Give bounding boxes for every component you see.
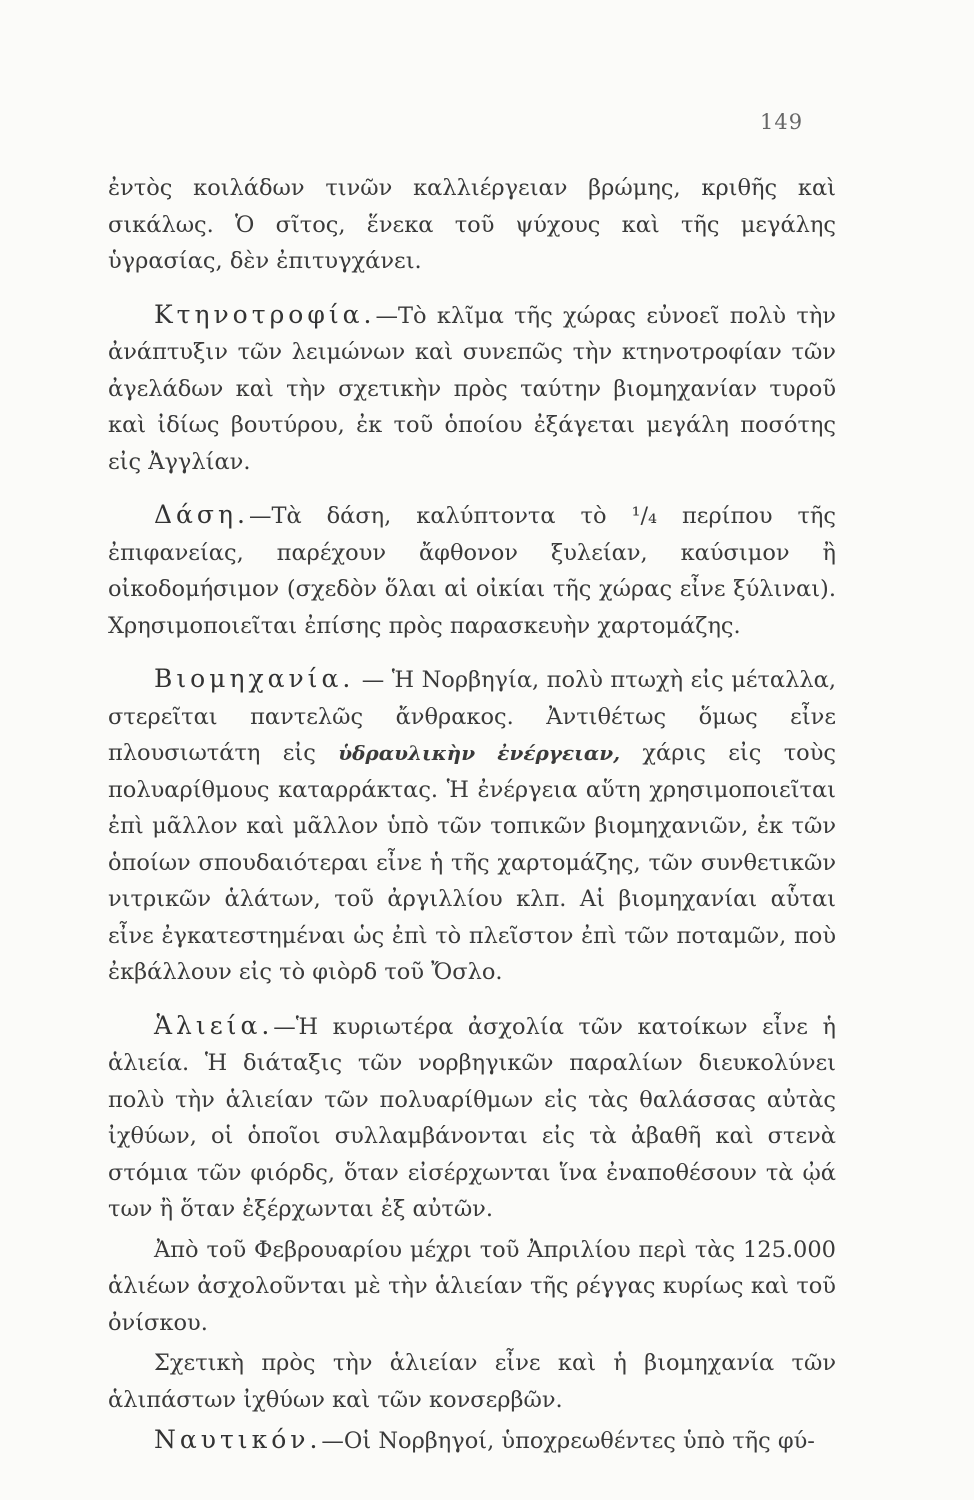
heading-dash: — <box>273 1013 296 1040</box>
paragraph-livestock <box>108 297 836 481</box>
paragraph-cereals <box>108 170 836 280</box>
paragraph-text: Ἡ Νορβηγία, πολὺ πτωχὴ εἰς μέταλλα, στερεῖται παντελῶς ἄνθρακος. Ἀντιθέτως ὅμως εἶνε πλουσιωτάτη εἰς <box>108 667 836 766</box>
section-heading-fishing: Ἁλιεία. <box>154 1010 274 1040</box>
paragraph-text: Τὰ δάση, καλύπτοντα τὸ ¹/₄ περίπου τῆς ἐπιφανείας, παρέχουν ἄφθονον ξυλείαν, καύσιμον ἢ οἰκοδομήσιμον (σχεδὸν ὅλαι αἱ οἰκίαι τῆς χώρας εἶνε ξύλιναι). Χρησιμοποιεῖται ἐπίσης πρὸς παρασκευὴν χαρτομάζης. <box>108 503 836 639</box>
section-heading-industry: Βιομηχανία. <box>154 664 355 693</box>
body-text <box>108 170 836 1460</box>
paragraph-text: Οἱ Νορβηγοί, ὑποχρεωθέντες ὑπὸ τῆς φύ- <box>343 1428 815 1454</box>
page-number: 149 <box>760 110 804 134</box>
heading-dash: — <box>321 1428 344 1454</box>
paragraph-industry <box>108 661 836 991</box>
paragraph-forests <box>108 497 836 644</box>
paragraph-text: Ἀπὸ τοῦ Φεβρουαρίου μέχρι τοῦ Ἀπριλίου περὶ τὰς 125.000 ἁλιέων ἀσχολοῦνται μὲ τὴν ἁλιείαν τῆς ρέγγας κυρίως καὶ τοῦ ὀνίσκου. <box>108 1236 836 1336</box>
paragraph-text: Τὸ κλῖμα τῆς χώρας εὐνοεῖ πολὺ τὴν ἀνάπτυξιν τῶν λειμώνων καὶ συνεπῶς τὴν κτηνοτροφίαν τῶν ἀγελάδων καὶ τὴν σχετικὴν πρὸς ταύτην βιομηχανίαν τυροῦ καὶ ἰδίως βουτύρου, ἐκ τοῦ ὁποίου ἐξάγεται μεγάλη ποσότης εἰς Ἀγγλίαν. <box>108 302 836 475</box>
paragraph-fishing <box>108 1008 836 1228</box>
paragraph-navy <box>108 1422 836 1460</box>
paragraph-canning <box>108 1345 836 1418</box>
section-heading-livestock: Κτηνοτροφία. <box>154 299 376 329</box>
paragraph-text: Σχετικὴ πρὸς τὴν ἁλιείαν εἶνε καὶ ἡ βιομηχανία τῶν ἁλιπάστων ἰχθύων καὶ τῶν κονσερβῶν. <box>108 1350 836 1413</box>
paragraph-text: Ἡ κυριωτέρα ἀσχολία τῶν κατοίκων εἶνε ἡ ἁλιεία. Ἡ διάταξις τῶν νορβηγικῶν παραλίων διευκολύνει πολὺ τὴν ἁλιείαν τῶν πολυαρίθμων εἰς τὰς θαλάσσας αὐτὰς ἰχθύων, οἱ ὁποῖοι συλλαμβάνονται εἰς τὰ ἀβαθῆ καὶ στενὰ στόμια τῶν φιόρδς, ὅταν εἰσέρχωνται ἵνα ἐναποθέσουν τὰ ᾠά των ἢ ὅταν ἐξέρχωνται ἐξ αὐτῶν. <box>108 1013 836 1222</box>
section-heading-navy: Ναυτικόν. <box>154 1425 322 1454</box>
section-heading-forests: Δάση. <box>154 500 249 529</box>
heading-dash: — <box>375 302 398 329</box>
paragraph-fishermen <box>108 1232 836 1342</box>
heading-dash: — <box>248 503 272 529</box>
paragraph-text: ἐντὸς κοιλάδων τινῶν καλλιέργειαν βρώμης, κριθῆς καὶ σικάλως. Ὁ σῖτος, ἕνεκα τοῦ ψύχους καὶ τῆς μεγάλης ὑγρασίας, δὲν ἐπιτυγχάνει. <box>108 175 836 274</box>
heading-dash: — <box>354 667 392 693</box>
emphasized-phrase: ὑδραυλικὴν ἐνέργειαν, <box>338 741 621 765</box>
paragraph-text: χάρις εἰς τοὺς πολυαρίθμους καταρράκτας. Ἡ ἐνέργεια αὕτη χρησιμοποιεῖται ἐπὶ μᾶλλον καὶ μᾶλλον ὑπὸ τῶν τοπικῶν βιομηχανιῶν, ἐκ τῶν ὁποίων σπουδαιότεραι εἶνε ἡ τῆς χαρτομάζης, τῶν συνθετικῶν νιτρικῶν ἁλάτων, τοῦ ἀργιλλίου κλπ. Αἱ βιομηχανίαι αὗται εἶνε ἐγκατεστημέναι ὡς ἐπὶ τὸ πλεῖστον ἐπὶ τῶν ποταμῶν, ποὺ ἐκβάλλουν εἰς τὸ φιὸρδ τοῦ Ὄσλο. <box>108 740 836 985</box>
